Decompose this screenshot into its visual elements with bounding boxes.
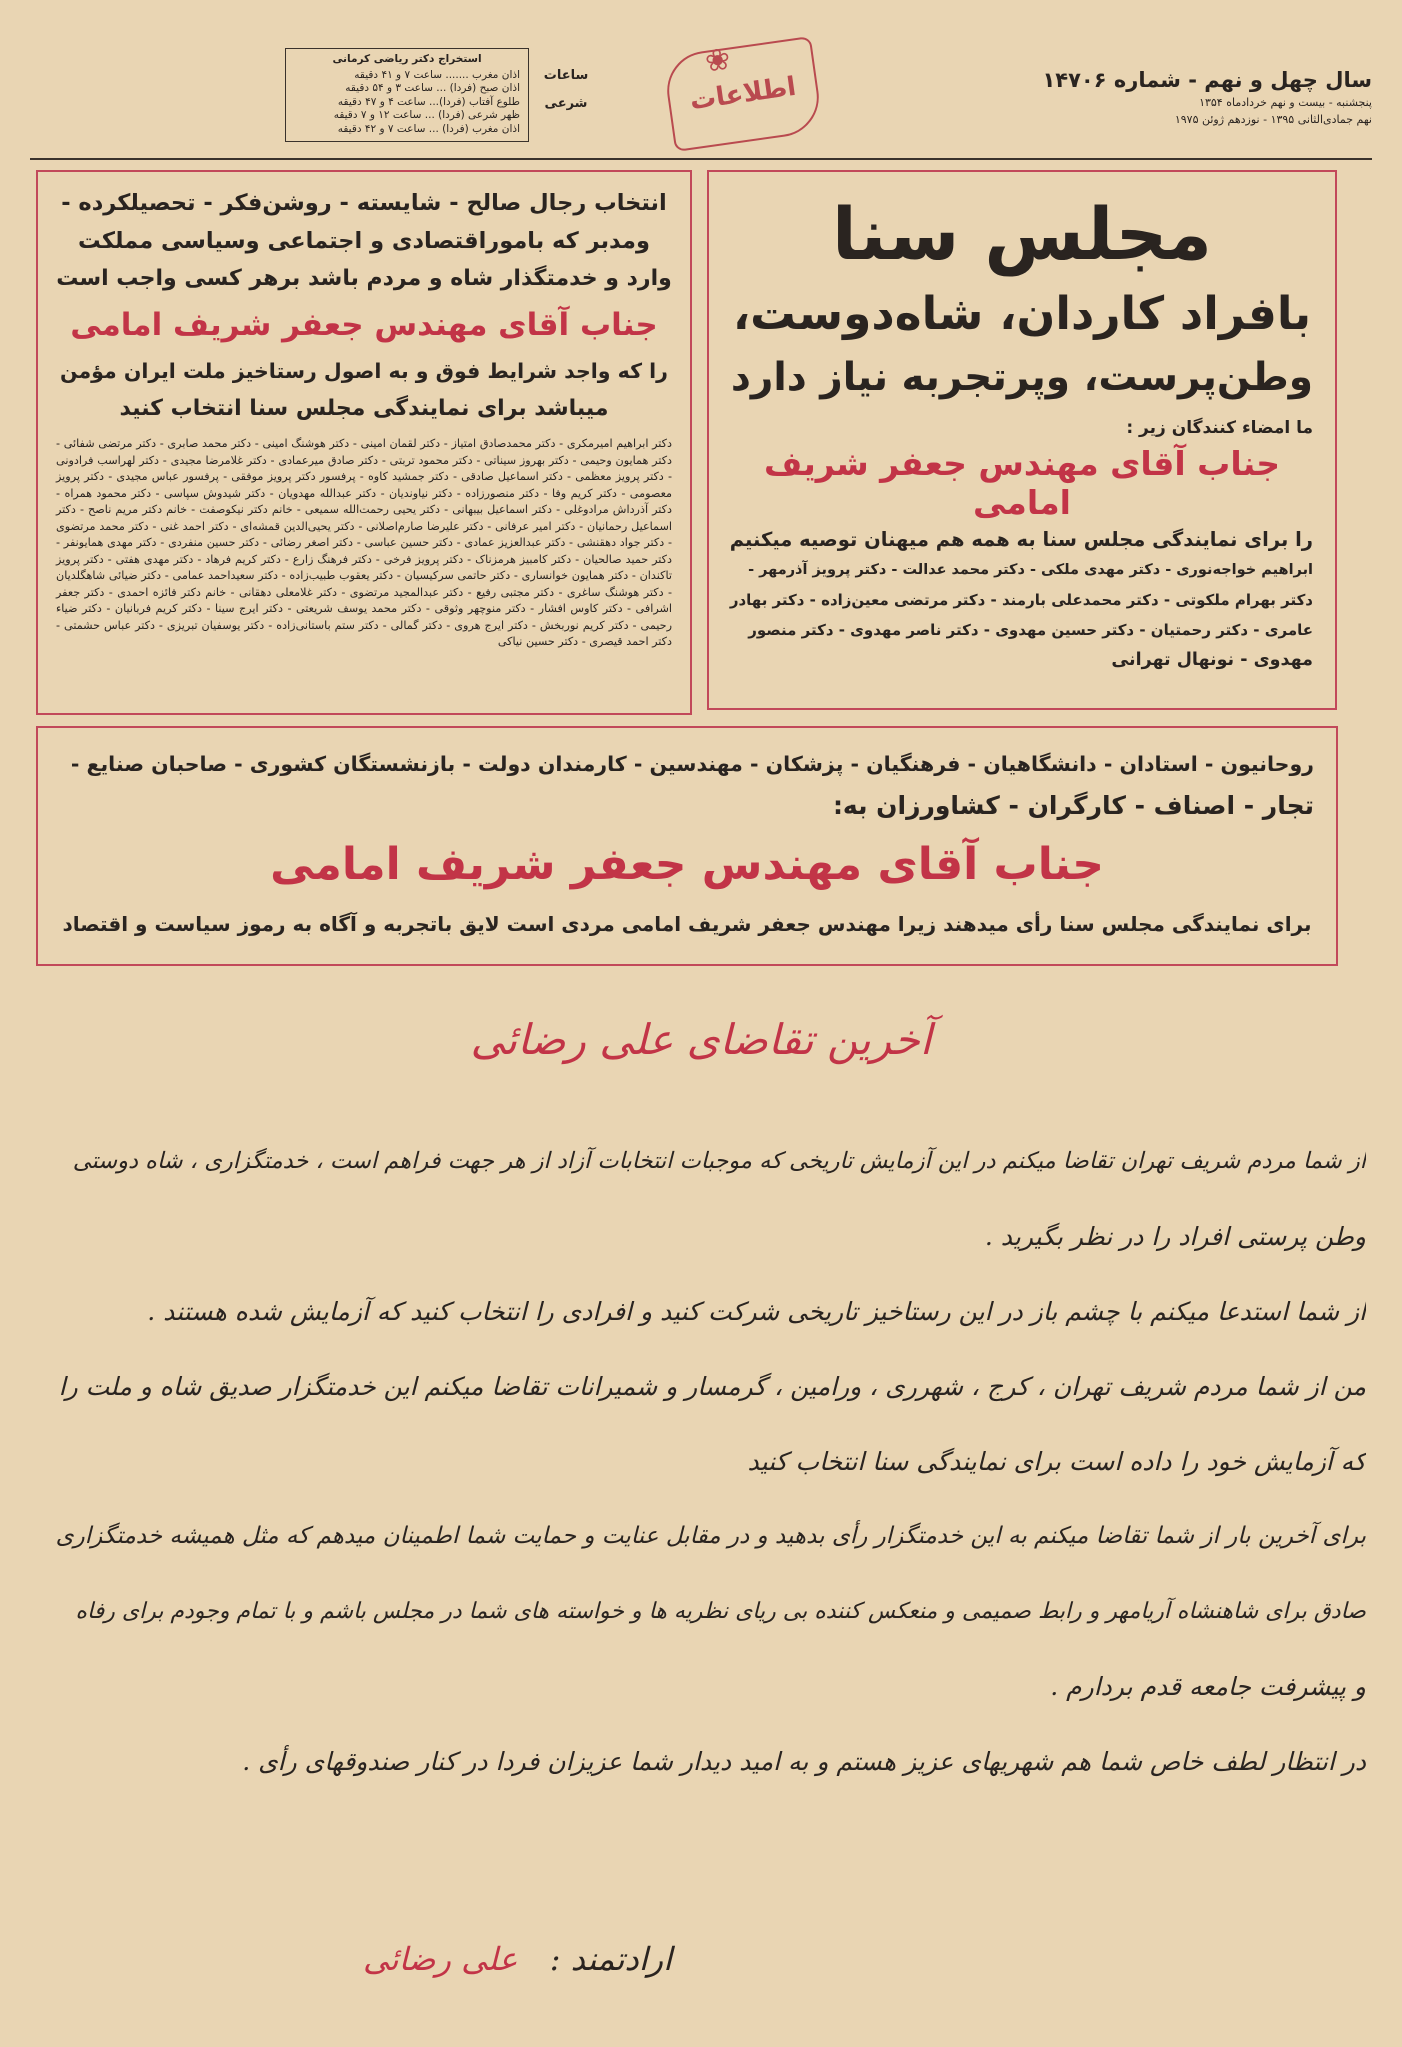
senate-signers-label: ما امضاء کنندگان زیر :: [1126, 418, 1313, 438]
letter-line: برای آخرین بار از شما تقاضا میکنم به این خدمتگزار رأی بدهید و در مقابل عنایت و حمایت شما اطمینان میدهم که مثل همیشه خدمتگزاری: [56, 1523, 1366, 1549]
issue-info: [1012, 68, 1372, 126]
senate-subtitle-1: بافراد کاردان، شاه‌دوست،: [732, 287, 1312, 340]
signer-line: دکتر بهرام ملکوتی - دکتر محمدعلی بارمند - دکتر مرتضی معین‌زاده - دکتر بهادر: [729, 591, 1313, 609]
signature-label: ارادتمند :: [549, 1940, 672, 1978]
letter-body: [56, 1143, 1366, 1818]
letter-line: که آزمایش خود را داده است برای نمایندگی سنا انتخاب کنید: [747, 1447, 1366, 1476]
senate-recommendation: را برای نمایندگی مجلس سنا به همه هم میهنان توصیه میکنیم: [729, 528, 1313, 551]
masthead: [30, 40, 1372, 155]
selection-line: انتخاب رجال صالح - شایسته - روشن‌فکر - تحصیلکرده -: [61, 190, 667, 216]
letter-title: آخرین تقاضای علی رضائی: [470, 1015, 932, 1064]
groups-list: روحانیون - استادان - دانشگاهیان - فرهنگیان - پزشکان - مهندسین - کارمندان دولت - بازنشستگان کشوری - صاحبان صنایع -: [70, 752, 1314, 776]
selection-call: [56, 352, 672, 428]
senate-signer-names: [731, 555, 1313, 675]
prayer-times: [285, 48, 595, 142]
senate-subtitle-2: وطن‌پرست، وپرتجربه نیاز دارد: [730, 355, 1313, 400]
masthead-divider: [30, 158, 1372, 160]
letter-line: صادق برای شاهنشاه آریامهر و رابط صمیمی و منعکس کننده بی ریای نظریه ها و خواسته های شما در مجلس باشم و با تمام وجودم برای رفاه: [75, 1599, 1366, 1624]
signer-line: مهدوی - نونهال تهرانی: [1111, 650, 1313, 670]
selection-line: ومدبر که باموراقتصادی و اجتماعی وسیاسی مملکت: [78, 228, 650, 254]
signer-line: ابراهیم خواجه‌نوری - دکتر مهدی ملکی - دکتر محمد عدالت - دکتر پرویز آذرمهر -: [748, 562, 1313, 578]
letter-line: در انتظار لطف خاص شما هم شهریهای عزیز هستم و به امید دیدار شما عزیزان فردا در کنار صندوقهای رأی .: [242, 1747, 1366, 1776]
issue-date-alt: نهم جمادی‌الثانی ۱۳۹۵ - نوزدهم ژوئن ۱۹۷۵: [1174, 113, 1372, 126]
prayer-times-title: استخراج دکتر ریاضی کرمانی: [332, 53, 482, 65]
letter-line: از شما استدعا میکنم با چشم باز در این رستاخیز تاریخی شرکت کنید و افرادی را انتخاب کنید که آزمایش شده هستند .: [147, 1297, 1366, 1326]
letter-line: و پیشرفت جامعه قدم بردارم .: [1050, 1672, 1366, 1701]
signer-line: عامری - دکتر رحمتیان - دکتر حسین مهدوی - دکتر ناصر مهدوی - دکتر منصور: [748, 621, 1313, 639]
letter-line: وطن پرستی افراد را در نظر بگیرید .: [984, 1222, 1366, 1251]
handwritten-letter: [30, 1005, 1372, 2015]
signature-name: علی رضائی: [363, 1940, 518, 1978]
senate-candidate-name: جناب آقای مهندس جعفر شریف امامی: [764, 444, 1280, 522]
prayer-row: اذان مغرب (فردا) ... ساعت ۷ و ۴۲ دقیقه: [337, 122, 520, 135]
prayer-times-label: ساعات شرعی: [543, 68, 589, 111]
selection-intro: [56, 184, 672, 298]
letter-line: من از شما مردم شریف تهران ، کرج ، شهرری ، ورامین ، گرمسار و شمیرانات تقاضا میکنم این خدمتگزار صدیق شاه و ملت را: [58, 1372, 1366, 1401]
issue-number: سال چهل و نهم - شماره ۱۴۷۰۶: [1042, 68, 1372, 92]
groups-list-continued: تجار - اصناف - کارگران - کشاورزان به:: [832, 791, 1314, 820]
prayer-row: ظهر شرعی (فردا) ... ساعت ۱۲ و ۷ دقیقه: [333, 109, 520, 121]
flower-ornament-icon: ❀: [702, 41, 733, 80]
prayer-row: اذان صبح (فردا) ... ساعت ۳ و ۵۴ دقیقه: [345, 82, 520, 94]
selection-ad-box: [36, 170, 692, 715]
letter-line: از شما مردم شریف تهران تقاضا میکنم در این آزمایش تاریخی که موجبات انتخابات آزاد از هر جهت فراهم است ، خدمتگزاری ، شاه دوستی: [72, 1148, 1366, 1174]
prayer-times-box: [285, 48, 529, 142]
logo-text: اطلاعات: [688, 71, 798, 117]
prayer-row: اذان مغرب ....... ساعت ۷ و ۴۱ دقیقه: [354, 68, 520, 81]
letter-signature: [363, 1940, 672, 1978]
selection-candidate-name: جناب آقای مهندس جعفر شریف امامی: [70, 307, 658, 343]
groups-reason: برای نمایندگی مجلس سنا رأی میدهند زیرا مهندس جعفر شریف امامی مردی است لایق باتجربه و آگاه به رموز سیاست و اقتصاد: [62, 912, 1312, 936]
issue-date: پنجشنبه - بیست و نهم خردادماه ۱۳۵۴: [1199, 96, 1372, 109]
groups-candidate-name: جناب آقای مهندس جعفر شریف امامی: [270, 839, 1104, 890]
selection-line: میباشد برای نمایندگی مجلس سنا انتخاب کنید: [119, 396, 609, 421]
groups-ad-box: [36, 726, 1338, 966]
selection-line: وارد و خدمتگذار شاه و مردم باشد برهر کسی واجب است: [56, 266, 672, 291]
prayer-row: طلوع آفتاب (فردا)... ساعت ۴ و ۴۷ دقیقه: [337, 95, 520, 108]
senate-ad-box: [707, 170, 1337, 710]
senate-title: مجلس سنا: [832, 192, 1212, 276]
selection-signer-names: دکتر ابراهیم امیرمکری - دکتر محمدصادق امتیاز - دکتر لقمان امینی - دکتر هوشنگ امینی - دکتر محمد صابری - دکتر مرتضی شفائی - دکتر همایون وحیمی - دکتر بهروز سیناتی - دکتر محمود تربتی - دکتر صادق میرعمادی - دکتر غلامرضا مجیدی - دکتر لهراسب فرادونی - دکتر پرویز معظمی - دکتر اسماعیل صادقی - دکتر جمشید کاوه - پرفسور دکتر پرویز موفقی - پرفسور عباس مجیدی - دکتر پرویز معصومی - دکتر کریم وفا - دکتر منصورزاده - دکتر نیاوندیان - دکتر عبدالله مهدویان - دکتر شیدوش سپاسی - دکتر محمود همراه - دکتر آذرداش مرادوغلی - دکتر اسماعیل بیبهانی - دکتر یحیی رحمت‌الله سمیعی - خانم دکتر نیکوصفت - خانم دکتر مریم ناصح - دکتر اسماعیل رحمانیان - دکتر امیر عرفانی - دکتر علیرضا صارم‌اصلانی - دکتر یحیی‌الدین قمشه‌ای - دکتر احمد غنی - دکتر محمد مرتضوی - دکتر جواد دهقنشی - دکتر عبدالعزیز عمادی - دکتر حسین عباسی - دکتر اصغر رضائی - دکتر حسین منفردی - دکتر مهدی همایونفر - دکتر حمید صالحیان - دکتر کامبیز هرمزناک - دکتر پرویز فرخی - دکتر فرهنگ زارع - دکتر کریم فرهاد - دکتر مهدی هفتی - دکتر پرویز تاکندان - دکتر همایون خوانساری - دکتر حاتمی سرکیسیان - دکتر یعقوب طبیب‌زاده - دکتر سعیداحمد عمامی - دکتر ضیائی شاهگلدیان - دکتر هوشنگ ساغری - دکتر مجتبی رفیع - دکتر عبدالمجید مرتضوی - دکتر غلامعلی دهقانی - خانم دکتر فائزه احمدی - دکتر جعفر اشرافی - دکتر کاوس افشار - دکتر منوچهر وثوقی - دکتر محمد یوسف شریعتی - دکتر ایرج سینا - دکتر کریم فربانیان - دکتر ضیاء رحیمی - دکتر کریم نوربخش - دکتر ایرج هروی - دکتر گمالی - دکتر ستم باستانی‌زاده - دکتر یوسفیان تبریزی - دکتر عباس حشمتی - دکتر احمد قیصری - دکتر حسین نیاکی: [56, 437, 672, 648]
selection-line: را که واجد شرایط فوق و به اصول رستاخیز ملت ایران مؤمن: [60, 359, 668, 383]
newspaper-logo: [662, 36, 824, 152]
